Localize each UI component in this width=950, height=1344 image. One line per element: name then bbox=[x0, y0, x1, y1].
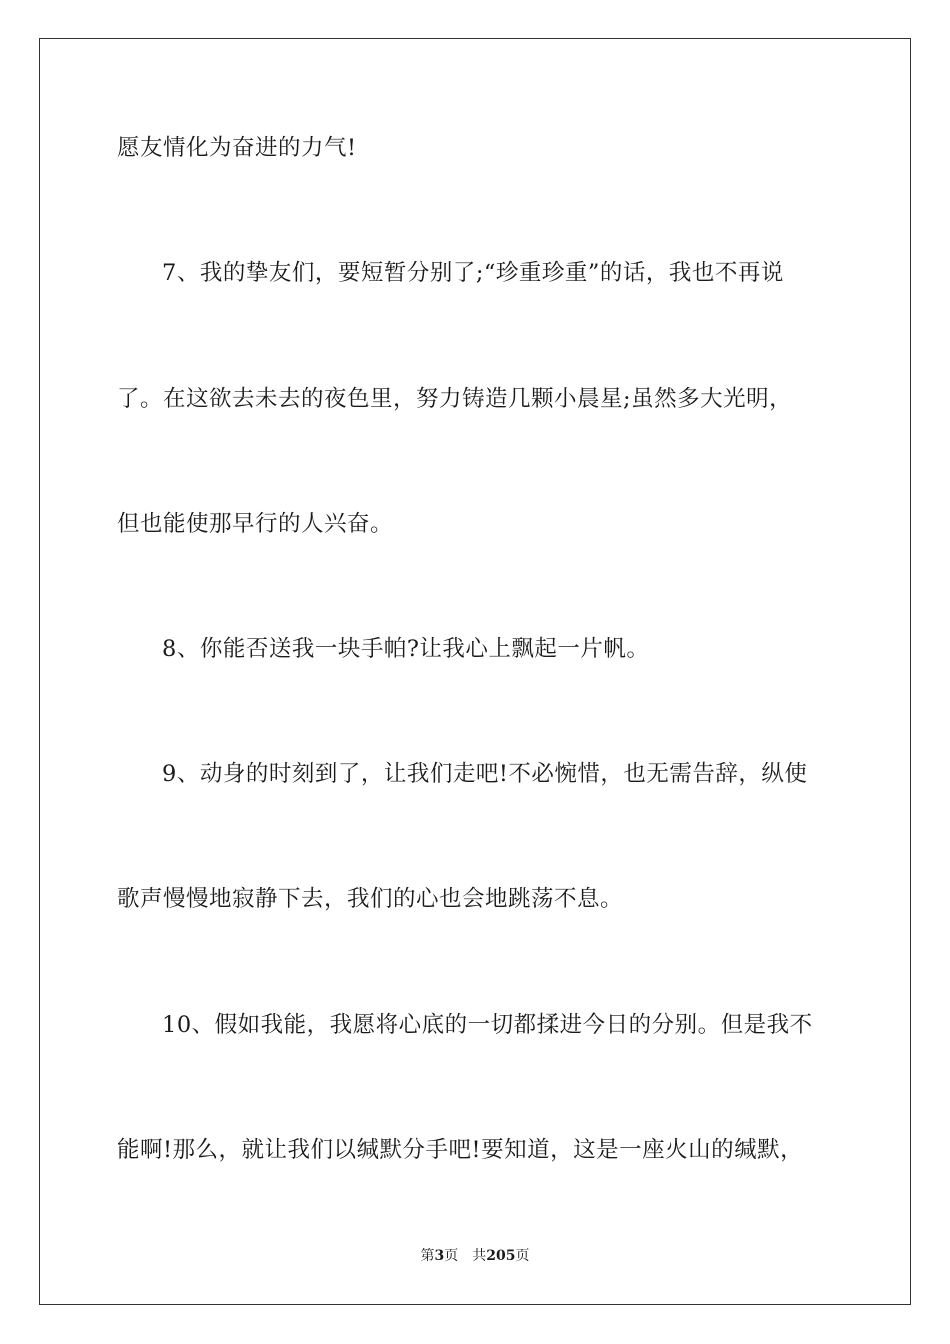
text-line-8: 10、假如我能，我愿将心底的一切都揉进今日的分别。但是我不 bbox=[162, 1012, 813, 1038]
total-pages: 205 bbox=[486, 1248, 516, 1264]
text-line-7: 歌声慢慢地寂静下去，我们的心也会地跳荡不息。 bbox=[117, 886, 624, 912]
text-line-3: 了。在这欲去未去的夜色里，努力铸造几颗小晨星;虽然多大光明， bbox=[117, 386, 793, 412]
text-line-5: 8、你能否送我一块手帕?让我心上飘起一片帆。 bbox=[162, 636, 650, 662]
text-line-2: 7、我的挚友们，要短暂分别了;“珍重珍重”的话，我也不再说 bbox=[162, 260, 784, 286]
text-line-4: 但也能使那早行的人兴奋。 bbox=[117, 511, 394, 537]
text-line-1: 愿友情化为奋进的力气! bbox=[117, 135, 357, 161]
total-label-prefix: 共 bbox=[472, 1248, 487, 1264]
page-label-prefix: 第 bbox=[420, 1248, 435, 1264]
page-footer bbox=[0, 1246, 950, 1266]
text-line-6: 9、动身的时刻到了，让我们走吧!不必惋惜，也无需告辞，纵使 bbox=[162, 761, 808, 787]
page-number: 3 bbox=[434, 1248, 445, 1264]
text-line-9: 能啊!那么，就让我们以缄默分手吧!要知道，这是一座火山的缄默， bbox=[117, 1137, 804, 1163]
total-label-suffix: 页 bbox=[515, 1248, 530, 1264]
page-border bbox=[39, 38, 911, 1305]
page-label-suffix: 页 bbox=[444, 1248, 459, 1264]
